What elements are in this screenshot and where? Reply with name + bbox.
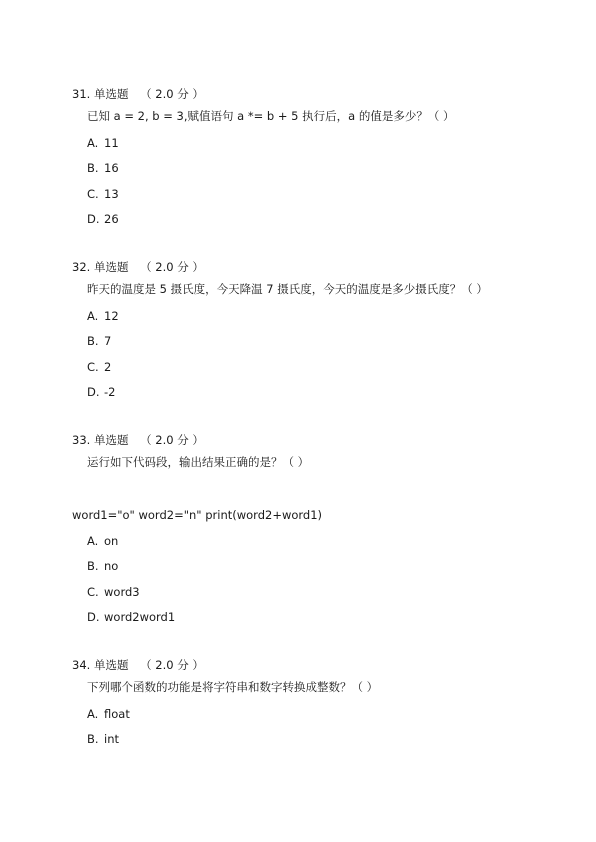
question-33-header: [72, 432, 204, 448]
question-32-option-b: [87, 333, 111, 349]
question-number: 34.: [72, 658, 91, 672]
question-34-header: [72, 657, 204, 673]
question-32-option-c: [87, 359, 111, 375]
option-text: word3: [104, 585, 140, 599]
option-letter: D.: [87, 610, 100, 624]
question-33-option-c: [87, 584, 140, 600]
option-letter: A.: [87, 534, 99, 548]
option-text: 11: [104, 136, 119, 150]
question-31-option-d: [87, 211, 119, 227]
question-type: 单选题: [93, 260, 129, 274]
option-text: no: [104, 559, 119, 573]
question-number: 33.: [72, 433, 91, 447]
option-text: 16: [104, 161, 119, 175]
question-number: 32.: [72, 260, 91, 274]
option-letter: B.: [87, 334, 99, 348]
option-text: on: [104, 534, 119, 548]
option-text: 2: [104, 360, 112, 374]
option-letter: C.: [87, 585, 99, 599]
question-34-option-a: [87, 706, 130, 722]
question-score: （ 2.0 分 ）: [140, 260, 204, 274]
question-33-option-a: [87, 533, 118, 549]
question-32-option-a: [87, 308, 119, 324]
question-34-stem: 下列哪个函数的功能是将字符串和数字转换成整数？（ ）: [87, 680, 379, 694]
question-33-stem: 运行如下代码段，输出结果正确的是？（ ）: [87, 455, 310, 469]
option-text: int: [104, 732, 119, 746]
question-type: 单选题: [93, 433, 129, 447]
question-31-header: [72, 86, 204, 102]
option-letter: D.: [87, 385, 100, 399]
option-text: float: [104, 707, 130, 721]
question-score: （ 2.0 分 ）: [140, 87, 204, 101]
question-score: （ 2.0 分 ）: [140, 658, 204, 672]
option-letter: C.: [87, 187, 99, 201]
question-31-option-b: [87, 160, 119, 176]
option-letter: B.: [87, 559, 99, 573]
option-letter: A.: [87, 136, 99, 150]
question-32-header: [72, 259, 204, 275]
question-31-stem: 已知 a = 2, b = 3,赋值语句 a *= b + 5 执行后，a 的值是多少？（ ）: [87, 109, 455, 123]
question-type: 单选题: [93, 87, 129, 101]
option-text: word2word1: [104, 610, 176, 624]
question-score: （ 2.0 分 ）: [140, 433, 204, 447]
option-text: 26: [104, 212, 119, 226]
question-32-option-d: [87, 384, 115, 400]
option-text: 7: [104, 334, 112, 348]
option-text: 12: [104, 309, 119, 323]
question-32-stem: 昨天的温度是 5 摄氏度，今天降温 7 摄氏度，今天的温度是多少摄氏度？（ ）: [87, 282, 488, 296]
option-text: -2: [104, 385, 116, 399]
question-number: 31.: [72, 87, 91, 101]
option-letter: A.: [87, 707, 99, 721]
option-text: 13: [104, 187, 119, 201]
option-letter: C.: [87, 360, 99, 374]
question-type: 单选题: [93, 658, 129, 672]
option-letter: B.: [87, 732, 99, 746]
question-31-option-a: [87, 135, 119, 151]
question-33-code: word1="o" word2="n" print(word2+word1): [72, 508, 323, 522]
question-33-option-d: [87, 609, 175, 625]
question-34-option-b: [87, 731, 119, 747]
option-letter: A.: [87, 309, 99, 323]
option-letter: D.: [87, 212, 100, 226]
option-letter: B.: [87, 161, 99, 175]
question-31-option-c: [87, 186, 119, 202]
question-33-option-b: [87, 558, 118, 574]
